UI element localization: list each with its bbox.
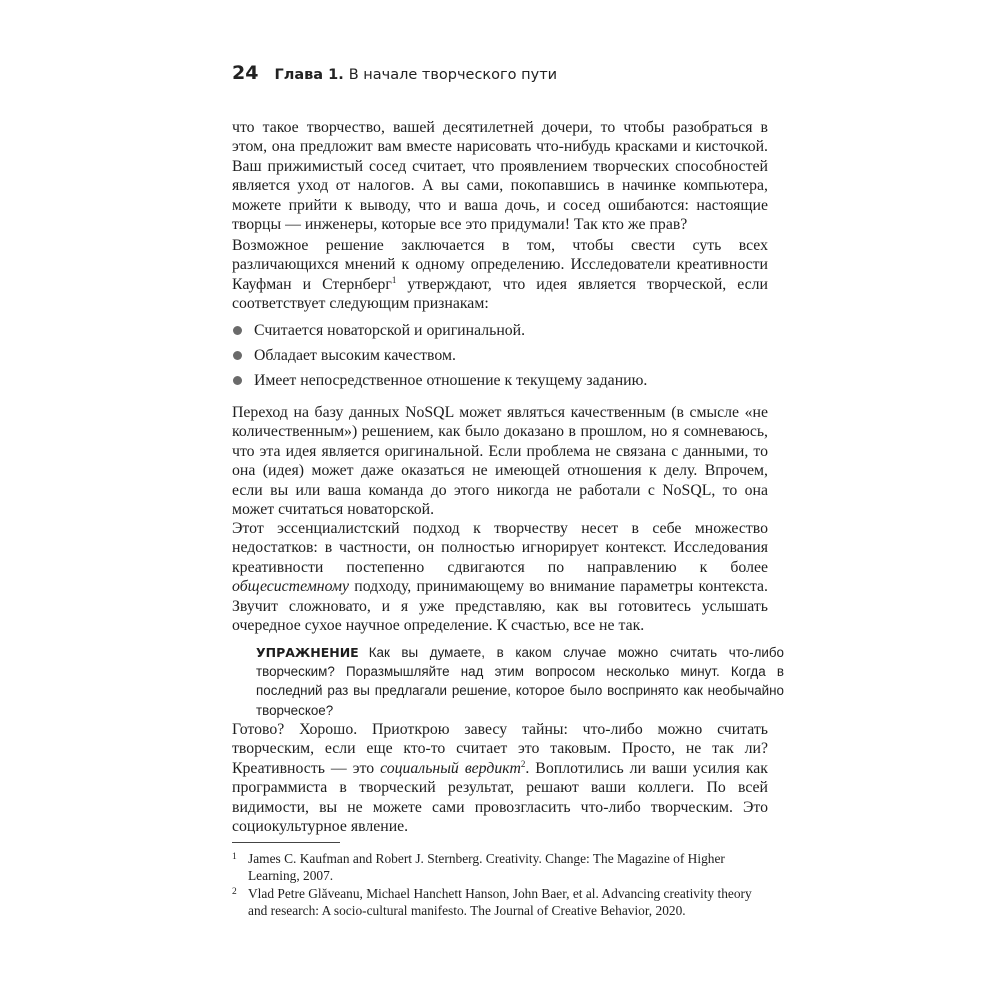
- footnotes: [232, 851, 772, 921]
- paragraph-4-part-1: Этот эссенциалистский подход к творчеству несет в себе множество недостатков: в частности, он полностью игнорирует контекст. Исследования креативности постепенно сдвигаются по направлению к более: [232, 520, 768, 576]
- list-item-text: Имеет непосредственное отношение к текущему заданию.: [254, 372, 648, 389]
- paragraph-4-emphasis: общесистемному: [232, 578, 350, 596]
- footnote-number: 1: [232, 852, 237, 862]
- paragraph-2-text: [232, 236, 768, 314]
- bullet-icon: [233, 326, 242, 335]
- footnote-ref-2: 2: [520, 758, 526, 769]
- footnote-1: [232, 851, 772, 884]
- paragraph-5: [232, 720, 768, 836]
- footnote-number: 2: [232, 887, 237, 898]
- bullet-icon: [233, 351, 242, 360]
- paragraph-5-text: [232, 720, 768, 836]
- chapter-title: В начале творческого пути: [348, 67, 558, 83]
- paragraph-3-text: Переход на базу данных NoSQL может являться качественным (в смысле «не количественным») решением, как было доказано в прошлом, но я сомневаюсь, что эта идея является оригинальной. Если проблема не связана с данными, то она (идея) может даже оказаться не имеющей отношения к делу. Впрочем, если вы или ваша команда до этого никогда не работали с NoSQL, то она может считаться новаторской.: [232, 404, 768, 519]
- paragraph-2-part-1: Возможное решение заключается в том, чтобы свести суть всех различающихся мнений к одному определению. Исследователи креативности Кауфман и Стернберг: [232, 237, 768, 293]
- list-item: [232, 346, 768, 371]
- list-item: [232, 371, 768, 396]
- footnote-2: [232, 886, 772, 919]
- footnote-ref-1: 1: [391, 274, 397, 285]
- paragraph-4-part-2: подходу, принимающему во внимание параметры контекста. Звучит сложновато, и я уже представляю, как вы готовитесь услышать очередное сухое научное определение. К счастью, все не так.: [232, 578, 768, 635]
- paragraph-1: [232, 118, 768, 234]
- running-head: [232, 62, 792, 92]
- exercise-box: [256, 643, 784, 720]
- paragraph-5-part-2: . Воплотились ли ваши усилия как программиста в творческий результат, решают ваши коллеги. По всей видимости, вы не можете сами провозгласить что-либо творческим. Это социокультурное явление.: [232, 759, 768, 836]
- paragraph-2: [232, 236, 768, 314]
- criteria-list: [232, 321, 768, 396]
- paragraph-3: [232, 403, 768, 519]
- paragraph-4-text: [232, 519, 768, 635]
- list-item: [232, 321, 768, 346]
- paragraph-5-emphasis: социальный вердикт: [380, 759, 521, 777]
- paragraph-4: [232, 519, 768, 635]
- footnote-text: James C. Kaufman and Robert J. Sternberg. Creativity. Change: The Magazine of Higher Learning, 2007.: [248, 851, 725, 883]
- bullet-icon: [233, 376, 242, 385]
- footnote-text: Vlad Petre Glăveanu, Michael Hanchett Hanson, John Baer, et al. Advancing creativity theory and research: A socio-cultural manifesto. The Journal of Creative Behavior, 2020.: [248, 886, 752, 918]
- footnote-divider: [232, 842, 340, 843]
- list-item-text: Считается новаторской и оригинальной.: [254, 322, 526, 339]
- paragraph-2-part-2: утверждают, что идея является творческой, если соответствует следующим признакам:: [232, 275, 769, 313]
- page-number: 24: [232, 62, 259, 84]
- exercise-label: УПРАЖНЕНИЕ: [256, 645, 359, 660]
- paragraph-1-text: что такое творчество, вашей десятилетней дочери, то чтобы разобраться в этом, она предложит вам вместе нарисовать что-нибудь красками и кисточкой. Ваш прижимистый сосед считает, что проявлением творческих способностей является уход от налогов. А вы сами, покопавшись в начинке компьютера, можете прийти к выводу, что и ваша дочь, и сосед ошибаются: настоящие творцы — инженеры, которые все это придумали! Так кто же прав?: [232, 119, 768, 234]
- exercise-text: Как вы думаете, в каком случае можно считать что-либо творческим? Поразмышляйте над этим вопросом несколько минут. Когда в последний раз вы предлагали решение, которое было воспринято как необычайно творческое?: [256, 645, 784, 718]
- list-item-text: Обладает высоким качеством.: [254, 347, 456, 364]
- chapter-label: Глава 1.: [274, 67, 344, 83]
- paragraph-5-part-1: Готово? Хорошо. Приоткрою завесу тайны: что-либо можно считать творческим, если еще кто-то считает это таковым. Просто, не так ли? Креативность — это: [232, 721, 768, 777]
